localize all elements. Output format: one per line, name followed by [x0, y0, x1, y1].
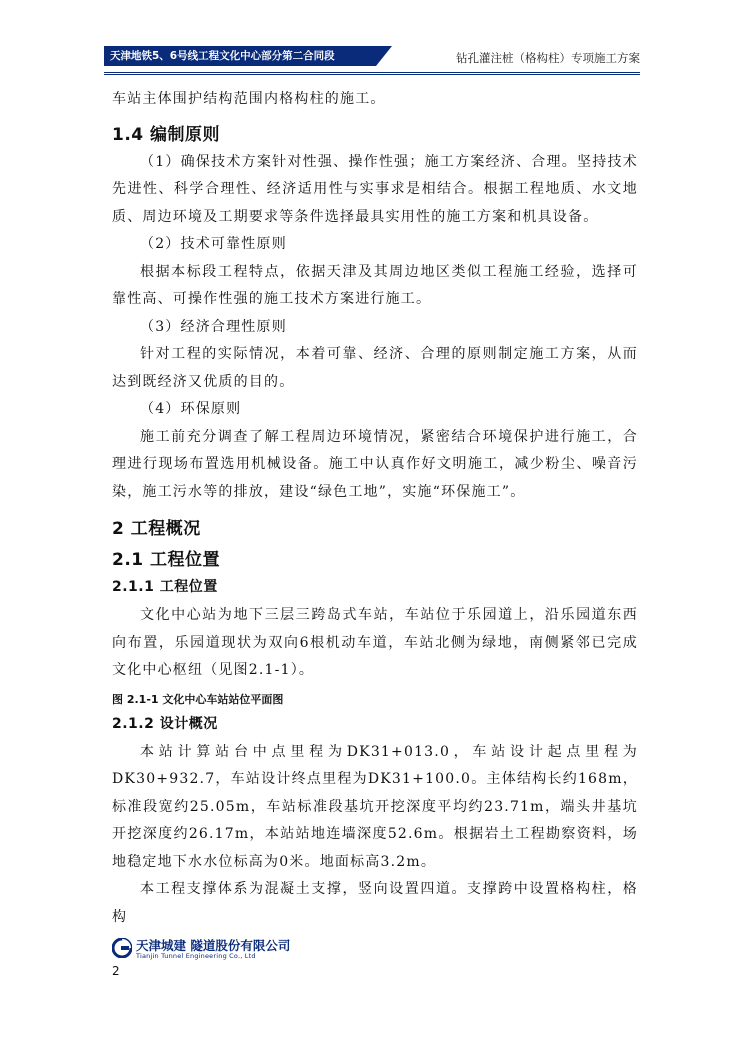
document-title: 钻孔灌注桩（格构柱）专项施工方案	[456, 51, 640, 65]
principle-paragraph-1: （1）确保技术方案针对性强、操作性强；施工方案经济、合理。坚持技术先进性、科学合理性、经济适用性与实事求是相结合。根据工程地质、水文地质、周边环境及工期要求等条件选择最具实用性的施工方案和机具设备。	[112, 153, 638, 225]
company-logo-icon	[112, 938, 132, 958]
company-logo	[112, 936, 312, 964]
location-paragraph: 文化中心站为地下三层三跨岛式车站，车站位于乐园道上，沿乐园道东西向布置，乐园道现状为双向6根机动车道，车站北侧为绿地，南侧紧邻已完成文化中心枢纽（见图2.1-1）。	[112, 607, 638, 678]
section-heading-2-1: 2.1 工程位置	[112, 550, 221, 570]
principle-item-3: （3）经济合理性原则	[140, 318, 287, 335]
company-name-cn: 天津城建 隧道股份有限公司	[136, 938, 291, 953]
subsection-heading-2-1-1: 2.1.1 工程位置	[112, 579, 218, 595]
banner-tail	[376, 46, 392, 66]
principle-item-4: （4）环保原则	[140, 401, 242, 417]
figure-caption: 图 2.1-1 文化中心车站站位平面图	[112, 692, 284, 706]
page-content	[112, 86, 638, 931]
support-paragraph: 本工程支撑体系为混凝土支撑，竖向设置四道。支撑跨中设置格构柱，格构	[112, 881, 638, 925]
intro-paragraph: 车站主体围护结构范围内格构柱的施工。	[112, 91, 386, 107]
principle-item-2: （2）技术可靠性原则	[140, 236, 287, 252]
chapter-heading-2: 2 工程概况	[112, 519, 201, 539]
header-rule	[104, 72, 640, 73]
principle-paragraph-3: 针对工程的实际情况，本着可靠、经济、合理的原则制定施工方案，从而达到既经济又优质的目的。	[112, 346, 638, 390]
page-header	[104, 44, 640, 70]
principle-paragraph-2: 根据本标段工程特点，依据天津及其周边地区类似工程施工经验，选择可靠性高、可操作性强的施工技术方案进行施工。	[112, 263, 638, 307]
company-name-en: Tianjin Tunnel Engineering Co., Ltd	[136, 952, 256, 960]
project-banner: 天津地铁5、6号线工程文化中心部分第二合同段	[104, 46, 376, 66]
subsection-heading-2-1-2: 2.1.2 设计概况	[112, 715, 218, 732]
section-heading-1-4: 1.4 编制原则	[112, 124, 221, 145]
header-rule-thin	[104, 74, 640, 75]
page-number: 2	[112, 964, 120, 978]
design-paragraph: 本站计算站台中点里程为DK31+013.0，车站设计起点里程为DK30+932.7，车站设计终点里程为DK31+100.0。主体结构长约168m，标准段宽约25.05m，车站标准段基坑开挖深度平均约23.71m，端头井基坑开挖深度约26.17m，本站站地连墙深度52.6m。根据岩土工程勘察资料，场地稳定地下水水位标高为0米。地面标高3.2m。	[112, 743, 638, 870]
principle-paragraph-4: 施工前充分调查了解工程周边环境情况，紧密结合环境保护进行施工，合理进行现场布置选用机械设备。施工中认真作好文明施工，减少粉尘、噪音污染，施工污水等的排放，建设“绿色工地”，实施“环保施工”。	[112, 428, 638, 500]
